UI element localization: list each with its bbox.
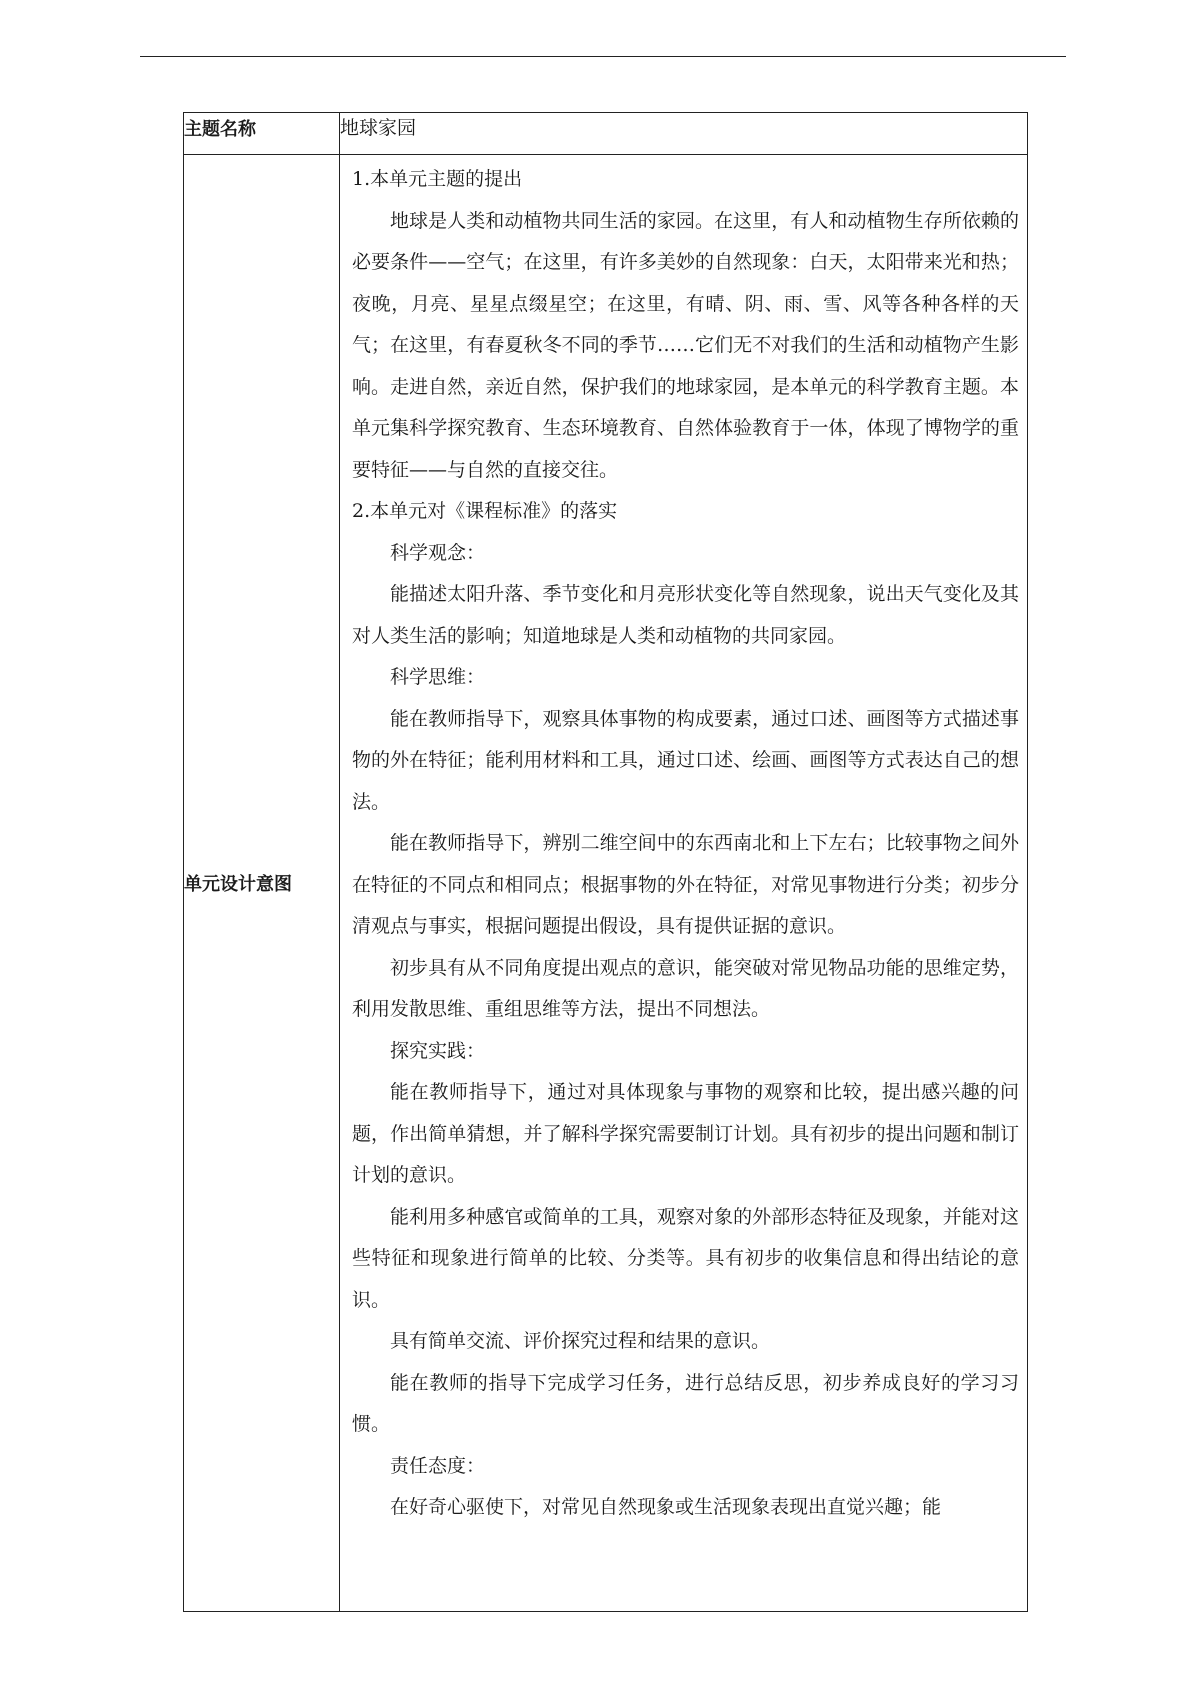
table-row-theme: [184, 113, 1028, 155]
paragraph: 能在教师指导下，通过对具体现象与事物的观察和比较，提出感兴趣的问题，作出简单猜想，并了解科学探究需要制订计划。具有初步的提出问题和制订计划的意识。: [352, 1081, 1019, 1186]
unit-design-table: [183, 112, 1028, 1612]
paragraph: 在好奇心驱使下，对常见自然现象或生活现象表现出直觉兴趣；能: [390, 1496, 942, 1518]
header-rule: [140, 56, 1066, 57]
paragraph: 具有简单交流、评价探究过程和结果的意识。: [390, 1330, 771, 1352]
paragraph: 地球是人类和动植物共同生活的家园。在这里，有人和动植物生存所依赖的必要条件——空气；在这里，有许多美妙的自然现象：白天，太阳带来光和热；夜晚，月亮、星星点缀星空；在这里，有晴、阴、雨、雪、风等各种各样的天气；在这里，有春夏秋冬不同的季节……它们无不对我们的生活和动植物产生影响。走进自然，亲近自然，保护我们的地球家园，是本单元的科学教育主题。本单元集科学探究教育、生态环境教育、自然体验教育于一体，体现了博物学的重要特征——与自然的直接交往。: [352, 209, 1019, 481]
paragraph: 责任态度：: [390, 1454, 486, 1477]
design-intent-content: [340, 155, 1027, 1529]
paragraph: 能利用多种感官或简单的工具，观察对象的外部形态特征及现象，并能对这些特征和现象进行简单的比较、分类等。具有初步的收集信息和得出结论的意识。: [352, 1205, 1019, 1311]
paragraph: 科学观念：: [390, 541, 486, 564]
paragraph: 探究实践：: [390, 1039, 486, 1062]
paragraph: 能描述太阳升落、季节变化和月亮形状变化等自然现象，说出天气变化及其对人类生活的影响；知道地球是人类和动植物的共同家园。: [352, 583, 1019, 647]
paragraph: 能在教师的指导下完成学习任务，进行总结反思，初步养成良好的学习习惯。: [352, 1371, 1019, 1435]
paragraph: 科学思维：: [390, 666, 486, 688]
theme-value: 地球家园: [340, 113, 1028, 155]
section-heading: 2.本单元对《课程标准》的落实: [352, 500, 618, 522]
design-intent-label: 单元设计意图: [184, 155, 340, 1612]
paragraph: 能在教师指导下，观察具体事物的构成要素，通过口述、画图等方式描述事物的外在特征；能利用材料和工具，通过口述、绘画、画图等方式表达自己的想法。: [352, 707, 1019, 813]
paragraph: 初步具有从不同角度提出观点的意识，能突破对常见物品功能的思维定势，利用发散思维、重组思维等方法，提出不同想法。: [352, 956, 1019, 1020]
theme-label: 主题名称: [184, 113, 340, 155]
paragraph: 能在教师指导下，辨别二维空间中的东西南北和上下左右；比较事物之间外在特征的不同点和相同点；根据事物的外在特征，对常见事物进行分类；初步分清观点与事实，根据问题提出假设，具有提供证据的意识。: [352, 832, 1019, 937]
design-intent-cell: [340, 155, 1028, 1612]
section-heading: 1.本单元主题的提出: [352, 168, 523, 190]
table-row-design-intent: [184, 155, 1028, 1612]
